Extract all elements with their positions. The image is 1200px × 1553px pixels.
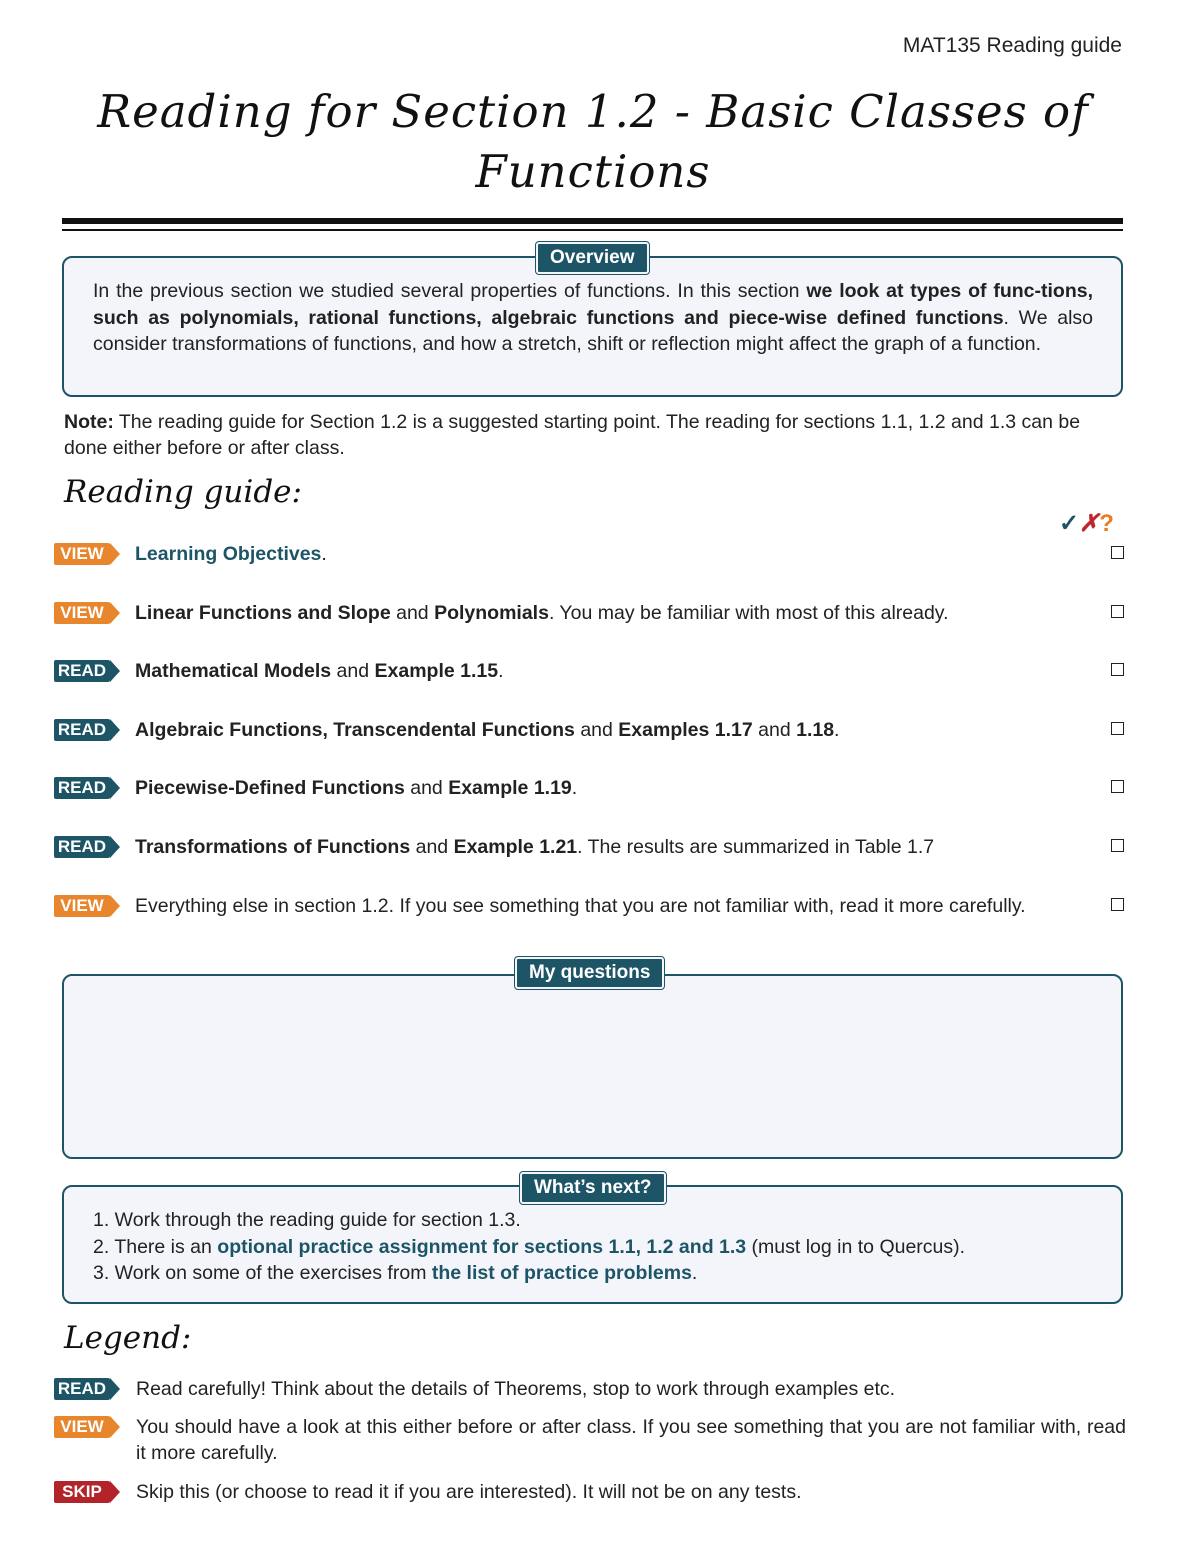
practice-problems-link[interactable]: the list of practice problems <box>431 1262 692 1284</box>
checkbox[interactable] <box>1111 605 1124 618</box>
practice-assignment-link[interactable]: optional practice assignment for sections 1.1, 1.2 and 1.3 <box>217 1235 747 1258</box>
question-icon: ? <box>1099 510 1114 537</box>
checkbox[interactable] <box>1111 722 1124 735</box>
overview-text-c: . We also consider transformations of functions, and how a stretch, shift or reflection might affect the graph of a function. <box>93 306 1093 355</box>
title-rule-thick <box>62 218 1123 224</box>
list-item: 3. Work on some of the exercises from the list of practice problems. <box>93 1262 698 1284</box>
skip-tag: SKIP <box>54 1481 120 1503</box>
overview-text-bold: we look at types of func-tions, such as polynomials, rational functions, algebraic functions and piece-wise defined functions <box>93 280 1093 329</box>
overview-text-a: In the previous section we studied several properties of functions. In this section <box>93 280 807 302</box>
reading-guide-heading: Reading guide: <box>64 474 302 510</box>
note-text: The reading guide for Section 1.2 is a suggested starting point. The reading for sections 1.1, 1.2 and 1.3 can be done either before or after class. <box>64 411 1081 459</box>
check-icon: ✓ <box>1059 510 1080 537</box>
checkbox[interactable] <box>1111 898 1124 911</box>
checkbox[interactable] <box>1111 546 1124 559</box>
view-tag: VIEW <box>54 895 120 917</box>
page-title-line2: Functions <box>475 145 711 198</box>
view-tag: VIEW <box>54 543 120 565</box>
read-tag: READ <box>54 1378 120 1400</box>
my-questions-box[interactable] <box>62 974 1123 1159</box>
view-tag: VIEW <box>54 602 120 624</box>
learning-objectives-link[interactable]: Learning Objectives <box>135 543 322 565</box>
x-icon: ✗ <box>1079 510 1100 537</box>
read-tag: READ <box>54 836 120 858</box>
list-item: 1. Work through the reading guide for section 1.3. <box>93 1209 521 1231</box>
view-tag: VIEW <box>54 1416 120 1438</box>
note-paragraph <box>64 409 1124 461</box>
whats-next-label: What’s next? <box>520 1172 666 1204</box>
status-marks <box>1059 509 1114 538</box>
read-tag: READ <box>54 660 120 682</box>
page-title-line1: Reading for Section 1.2 - Basic Classes of <box>97 85 1089 138</box>
page-title <box>0 82 1186 202</box>
legend-heading: Legend: <box>64 1320 192 1356</box>
note-label: Note: <box>64 411 114 433</box>
read-tag: READ <box>54 777 120 799</box>
checkbox[interactable] <box>1111 780 1124 793</box>
overview-text <box>93 278 1093 358</box>
read-tag: READ <box>54 719 120 741</box>
checkbox[interactable] <box>1111 663 1124 676</box>
course-header: MAT135 Reading guide <box>902 34 1122 57</box>
my-questions-label: My questions <box>515 957 664 989</box>
overview-label: Overview <box>536 242 649 274</box>
checkbox[interactable] <box>1111 839 1124 852</box>
list-item: 2. There is an optional practice assignment for sections 1.1, 1.2 and 1.3 (must log in to Quercus). <box>93 1235 966 1258</box>
title-rule-thin <box>62 229 1123 231</box>
whats-next-list <box>93 1207 1093 1287</box>
